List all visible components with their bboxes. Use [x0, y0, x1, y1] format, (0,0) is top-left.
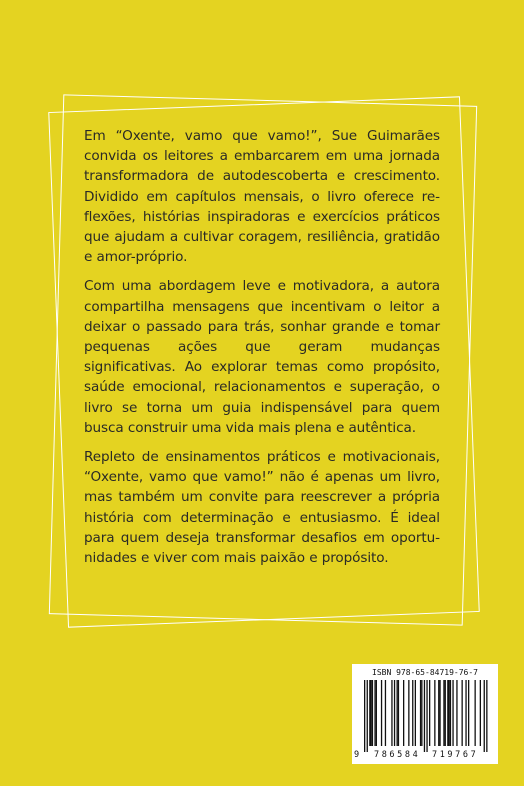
isbn-barcode	[352, 664, 498, 764]
blurb-paragraph-1: Em “Oxente, vamo que vamo!”, Sue Guimarães convida os leitores a embarcarem em uma jornada transformadora de autodescoberta e crescimento. Dividido em capítulos mensais, o livro oferece reflexões, histórias inspiradoras e exercícios práticos que ajudam a cultivar coragem, resiliência, gratidão e amor-próprio.	[84, 128, 440, 266]
barcode-bar	[412, 680, 413, 746]
blurb-paragraph-3: Repleto de ensinamentos práticos e motivacionais, “Oxente, vamo que vamo!” não é apenas um livro, mas também um convite para reescrever a própria história com determinação e entusiasmo. É ideal para quem deseja transformar desafios em oportunidades e viver com mais paixão e propósito.	[84, 449, 440, 567]
barcode-bar	[397, 680, 398, 746]
barcode-bar	[374, 680, 375, 746]
barcode-bar	[371, 680, 372, 746]
ean-first-digit: 9	[354, 750, 360, 760]
barcode-bar	[403, 680, 404, 746]
barcode-bar	[468, 680, 469, 746]
barcode-bar	[376, 680, 377, 746]
barcode-bar	[439, 680, 440, 746]
barcode-bar	[369, 680, 370, 746]
isbn-label: ISBN 978-65-84719-76-7	[372, 668, 478, 677]
barcode-bar	[391, 680, 392, 746]
barcode-bar	[443, 680, 444, 746]
barcode-bar	[452, 680, 453, 746]
barcode-bar	[447, 680, 448, 746]
barcode-bar	[424, 680, 425, 752]
barcode-bar	[438, 680, 439, 746]
barcode-bar	[462, 680, 463, 746]
barcode-bar	[456, 680, 457, 746]
barcode-bar	[449, 680, 450, 746]
barcode-bar	[385, 680, 386, 746]
barcode-bar	[486, 680, 487, 752]
barcode-bar	[415, 680, 416, 746]
barcode-bar	[429, 680, 430, 746]
book-blurb	[84, 126, 440, 577]
barcode-bar	[445, 680, 446, 746]
blurb-paragraph-2: Com uma abordagem leve e motivadora, a autora compartilha mensagens que incentivam o leitor a deixar o passado para trás, sonhar grande e tomar pequenas ações que geram mudanças significativas. Ao explorar temas como propósito, saúde emocional, relacionamentos e superação, o livro se torna um guia indispensável para quem busca construir uma vida mais plena e autêntica.	[84, 278, 440, 436]
barcode-bar	[420, 680, 421, 746]
ean-right-group: 719767	[432, 750, 479, 760]
barcode-bar	[372, 680, 373, 746]
barcode-bar	[381, 680, 382, 746]
barcode-bar	[364, 680, 365, 752]
barcode-bar	[367, 680, 368, 752]
barcode-bar	[484, 680, 485, 752]
barcode-bar	[398, 680, 399, 746]
barcode-bar	[394, 680, 395, 746]
ean-left-group: 786584	[374, 750, 421, 760]
barcode-bar	[480, 680, 481, 746]
barcode-bar	[475, 680, 476, 746]
barcode-bar	[421, 680, 422, 746]
barcode-bar	[465, 680, 466, 746]
barcode-bar	[450, 680, 451, 746]
barcode-bars	[360, 680, 490, 752]
barcode-bar	[434, 680, 435, 746]
barcode-bar	[408, 680, 409, 746]
barcode-bar	[426, 680, 427, 752]
